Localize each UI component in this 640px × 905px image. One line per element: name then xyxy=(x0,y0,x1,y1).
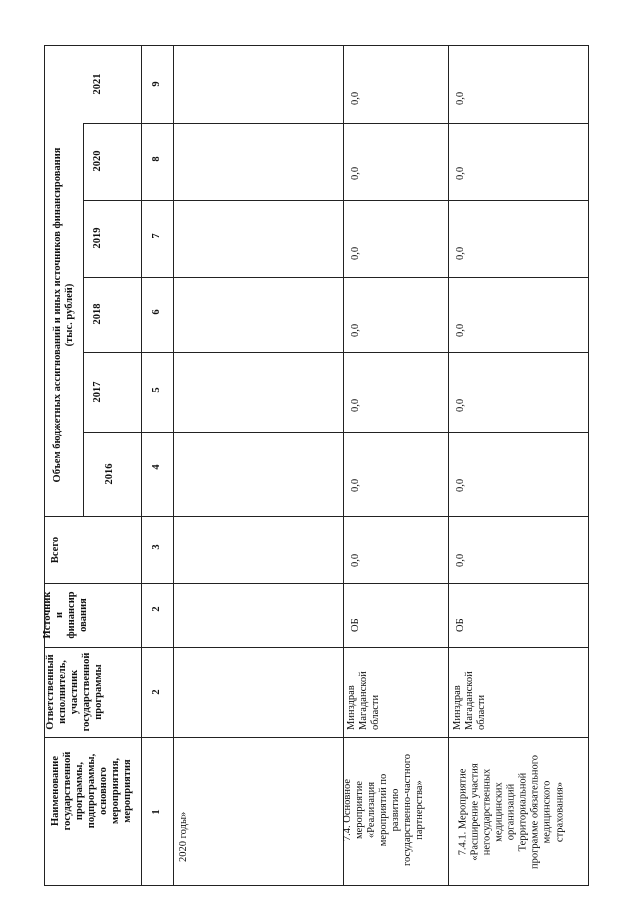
row-3-2016: 0,0 xyxy=(454,478,466,492)
col-number-2b: 2 xyxy=(150,606,162,612)
header-executor: Ответственный исполнитель, участник государственной программы xyxy=(44,652,105,732)
header-year-2016: 2016 xyxy=(103,463,115,485)
header-source: Источник и финансир ования xyxy=(41,591,90,639)
row-3-2017: 0,0 xyxy=(454,398,466,412)
row-2-2018: 0,0 xyxy=(349,323,361,337)
col-number-9: 9 xyxy=(150,81,162,87)
col-line-2020-2021 xyxy=(83,123,589,124)
col-number-6: 6 xyxy=(150,309,162,315)
col-number-2a: 2 xyxy=(150,689,162,695)
col-line-2019-2020 xyxy=(83,200,589,201)
row-2-2020: 0,0 xyxy=(349,166,361,180)
row-2-2019: 0,0 xyxy=(349,246,361,260)
header-total: Всего xyxy=(49,536,61,564)
row-2-source: ОБ xyxy=(349,618,361,632)
col-line-2018-2019 xyxy=(83,277,589,278)
row-2-name: 7.4. Основное мероприятие «Реализация мероприятий по развитию государственно-частного партнерства» xyxy=(341,753,426,867)
col-line-total-2016 xyxy=(44,516,589,517)
row-3-2019: 0,0 xyxy=(454,246,466,260)
col-number-1: 1 xyxy=(150,809,162,815)
header-year-2021: 2021 xyxy=(91,73,103,95)
header-year-2017: 2017 xyxy=(91,381,103,403)
row-line-header-numbers xyxy=(141,45,142,885)
col-line-source-total xyxy=(44,583,589,584)
row-3-name: 7.4.1. Мероприятие «Расширение участия негосударственных медицинских организаций Территориальной программе обязательного медицинского страхования» xyxy=(457,754,566,870)
row-2-executor: Минздрав Магаданской области xyxy=(345,671,382,730)
table-border-right xyxy=(588,45,589,885)
row-2-total: 0,0 xyxy=(349,553,361,567)
row-2-2021: 0,0 xyxy=(349,91,361,105)
row-3-2020: 0,0 xyxy=(454,166,466,180)
row-3-total: 0,0 xyxy=(454,553,466,567)
table-border-bottom xyxy=(44,885,589,886)
row-2-2017: 0,0 xyxy=(349,398,361,412)
table-border-left xyxy=(44,45,45,885)
col-line-2016-2017 xyxy=(83,432,589,433)
row-1-name: 2020 годы» xyxy=(177,811,189,862)
row-3-2021: 0,0 xyxy=(454,91,466,105)
header-year-2018: 2018 xyxy=(91,303,103,325)
row-line-second-third xyxy=(448,45,449,885)
header-year-2019: 2019 xyxy=(91,227,103,249)
col-number-8: 8 xyxy=(150,156,162,162)
header-name: Наименование государственной программы, подпрограммы, основного мероприятия, мероприятия xyxy=(49,751,134,831)
row-3-executor: Минздрав Магаданской области xyxy=(451,671,488,730)
col-number-5: 5 xyxy=(150,387,162,393)
header-funding-group: Объем бюджетных ассигнований и иных источников финансирования (тыс. рублей) xyxy=(51,147,75,483)
col-number-4: 4 xyxy=(150,464,162,470)
col-line-2017-2018 xyxy=(83,352,589,353)
row-3-source: ОБ xyxy=(454,618,466,632)
row-2-2016: 0,0 xyxy=(349,478,361,492)
table-border-top xyxy=(44,45,589,46)
row-3-2018: 0,0 xyxy=(454,323,466,337)
col-number-3: 3 xyxy=(150,544,162,550)
group-header-divider xyxy=(83,123,84,516)
col-number-7: 7 xyxy=(150,233,162,239)
header-year-2020: 2020 xyxy=(91,150,103,172)
row-line-numbers-first xyxy=(173,45,174,885)
col-line-executor-source xyxy=(44,647,589,648)
